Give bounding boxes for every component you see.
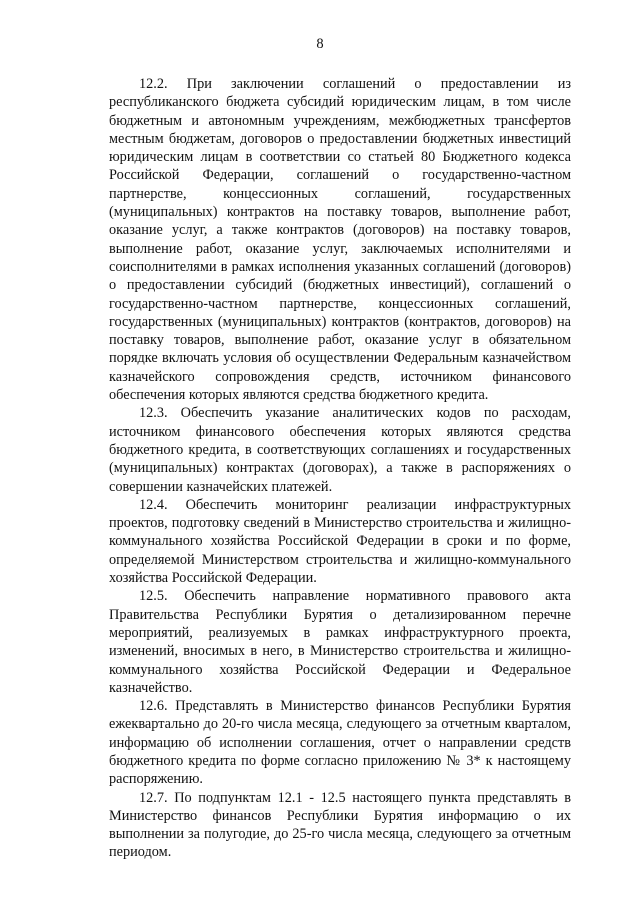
paragraph-12-7: 12.7. По подпунктам 12.1 - 12.5 настоящего пункта представлять в Министерство финансов Республики Бурятия информацию о их выполнении за полугодие, до 25-го числа месяца, следующего за отчетным периодом. bbox=[109, 789, 571, 861]
paragraph-12-2: 12.2. При заключении соглашений о предоставлении из республиканского бюджета субсидий юридическим лицам, в том числе бюджетным и автономным учреждениям, межбюджетных трансфертов местным бюджетам, договоров о предоставлении бюджетных инвестиций юридическим лицам в соответствии со статьей 80 Бюджетного кодекса Российской Федерации, соглашений о государственно-частном партнерстве, концессионных соглашений, государственных (муниципальных) контрактов на поставку товаров, выполнение работ, оказание услуг, а также контрактов (договоров) на поставку товаров, выполнение работ, оказание услуг, заключаемых исполнителями и соисполнителями в рамках исполнения указанных соглашений (договоров) о предоставлении субсидий (бюджетных инвестиций), соглашений о государственно-частном партнерстве, концессионных соглашений, государственных (муниципальных) контрактов (контрактов, договоров) на поставку товаров, выполнение работ, оказание услуг в обязательном порядке включать условия об осуществлении Федеральным казначейством казначейского сопровождения средств, источником финансового обеспечения которых являются средства бюджетного кредита. bbox=[109, 76, 571, 404]
paragraph-12-4: 12.4. Обеспечить мониторинг реализации инфраструктурных проектов, подготовку сведений в Министерство строительства и жилищно-коммунального хозяйства Российской Федерации в сроки и по форме, определяемой Министерством строительства и жилищно-коммунального хозяйства Российской Федерации. bbox=[109, 496, 571, 587]
paragraph-12-3: 12.3. Обеспечить указание аналитических кодов по расходам, источником финансового обеспечения которых являются средства бюджетного кредита, в соответствующих соглашениях и государственных (муниципальных) контрактах (договорах), а также в распоряжениях о совершении казначейских платежей. bbox=[109, 405, 571, 495]
paragraph-12-6: 12.6. Представлять в Министерство финансов Республики Бурятия ежеквартально до 20-го числа месяца, следующего за отчетным кварталом, информацию об исполнении соглашения, отчет о направлении средств бюджетного кредита по форме согласно приложению № 3* к настоящему распоряжению. bbox=[109, 698, 571, 788]
document-body bbox=[109, 75, 571, 862]
page-number: 8 bbox=[316, 36, 324, 52]
paragraph-12-5: 12.5. Обеспечить направление нормативного правового акта Правительства Республики Бурятия о детализированном перечне мероприятий, реализуемых в рамках инфраструктурного проекта, изменений, вносимых в него, в Министерство строительства и жилищно-коммунального хозяйства Российской Федерации и Федеральное казначейство. bbox=[109, 588, 571, 696]
